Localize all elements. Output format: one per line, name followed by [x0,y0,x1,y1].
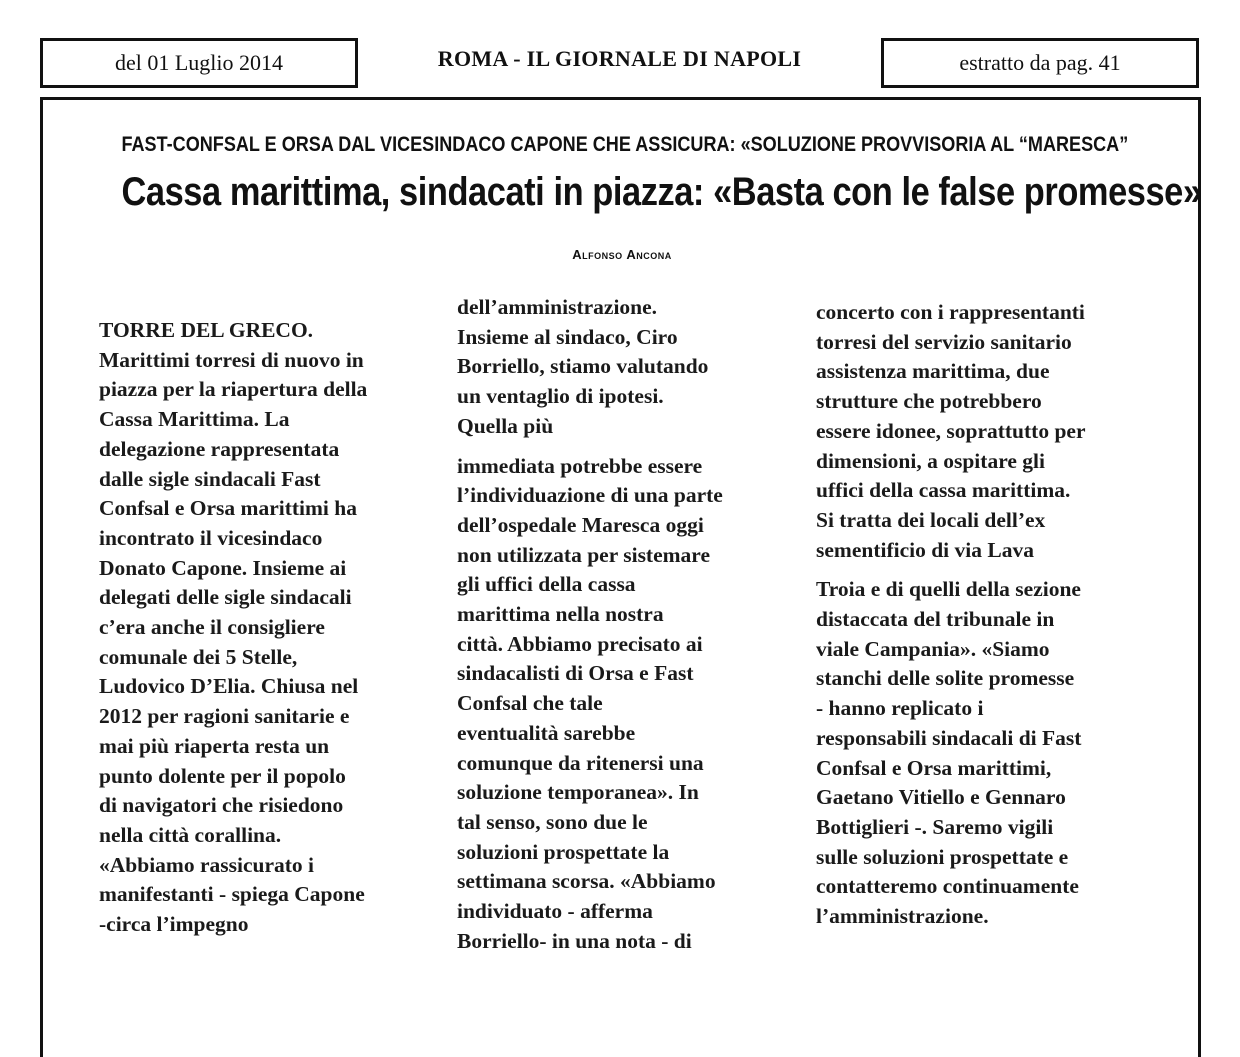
column-3-line: contatteremo continuamente [816,874,1079,899]
column-1-line: nella città corallina. [99,822,282,847]
column-3-line: l’amministrazione. [816,904,989,929]
column-2-line: città. Abbiamo precisato ai [457,631,703,656]
column-2-line: sindacalisti di Orsa e Fast [457,661,694,686]
column-2-line: non utilizzata per sistemare [457,542,710,567]
column-gap [816,565,1086,575]
page-extract: estratto da pag. 41 [959,50,1121,75]
article-headline: Cassa marittima, sindacati in piazza: «Basta con le false promesse» [121,170,1202,214]
column-3-line: Si tratta dei locali dell’ex [816,507,1046,532]
column-2-line: soluzioni prospettate la [457,839,670,864]
column-2-line: Confsal che tale [457,691,603,716]
column-2-line: l’individuazione di una parte [457,483,723,508]
column-2-line: dell’amministrazione. [457,295,658,319]
column-1-line: Marittimi torresi di nuovo in [99,347,364,372]
issue-date: del 01 Luglio 2014 [114,50,284,75]
column-2-line: gli uffici della cassa [457,572,636,597]
column-1-line: Confsal e Orsa marittimi ha [99,496,357,521]
column-3-line: torresi del servizio sanitario [816,329,1072,354]
column-1-line: delegazione rappresentata [99,436,340,461]
column-1-line: TORRE DEL GRECO. [99,318,314,342]
column-2-line: soluzione temporanea». In [457,780,699,805]
column-3-line: concerto con i rappresentanti [816,300,1085,324]
column-3-line: - hanno replicato i [816,696,984,721]
column-3-line: assistenza marittima, due [816,359,1050,384]
column-2-line: Borriello, stiamo valutando [457,354,709,379]
column-3-line: responsabili sindacali di Fast [816,725,1082,750]
column-1-line: dalle sigle sindacali Fast [99,466,321,491]
column-1-line: mai più riaperta resta un [99,733,330,758]
column-1-line: -circa l’impegno [99,912,249,937]
column-1-line: Donato Capone. Insieme ai [99,555,347,580]
column-3-line: Troia e di quelli della sezione [816,577,1081,602]
article-byline: Alfonso Ancona [572,247,672,262]
column-1-line: Cassa Marittima. La [99,407,290,432]
column-3-line: Bottiglieri -. Saremo vigili [816,814,1054,839]
column-2-line: settimana scorsa. «Abbiamo [457,869,716,894]
column-2-line: un ventaglio di ipotesi. [457,384,664,409]
column-3-line: sementificio di via Lava [816,537,1034,562]
publication-name: ROMA - IL GIORNALE DI NAPOLI [437,46,802,71]
column-1-line: Ludovico D’Elia. Chiusa nel [99,674,359,699]
column-3-line: distaccata del tribunale in [816,607,1055,632]
column-1-line: c’era anche il consigliere [99,615,325,640]
column-1-line: punto dolente per il popolo [99,763,346,788]
column-2-line: marittima nella nostra [457,602,664,627]
page-extract-box [881,38,1199,88]
column-3-line: stanchi delle solite promesse [816,666,1075,691]
column-2-line: dell’ospedale Maresca oggi [457,512,704,537]
column-2-line: tal senso, sono due le [457,809,648,834]
column-1-line: di navigatori che risiedono [99,793,344,818]
column-2-line: eventualità sarebbe [457,720,636,745]
column-3-line: Confsal e Orsa marittimi, [816,755,1052,780]
column-2-line: Quella più [457,413,554,438]
column-2-line: immediata potrebbe essere [457,453,703,478]
column-3-line: viale Campania». «Siamo [816,636,1050,661]
column-3-line: essere idonee, soprattutto per [816,418,1086,443]
column-1-line: delegati delle sigle sindacali [99,585,352,610]
column-3-line: strutture che potrebbero [816,389,1042,414]
column-1-line: piazza per la riapertura della [99,377,368,402]
column-1-line: incontrato il vicesindaco [99,525,323,550]
article-column-3 [816,298,1086,932]
column-2-line: individuato - afferma [457,899,653,924]
article-kicker: FAST-CONFSAL E ORSA DAL VICESINDACO CAPONE CHE ASSICURA: «SOLUZIONE PROVVISORIA AL “MARESCA” [121,133,1129,156]
column-3-line: Gaetano Vitiello e Gennaro [816,785,1066,810]
article-column-2 [457,293,723,956]
column-2-line: Insieme al sindaco, Ciro [457,324,678,349]
column-gap [457,442,723,452]
column-2-line: Borriello- in una nota - di [457,928,692,953]
column-3-line: sulle soluzioni prospettate e [816,844,1069,869]
column-1-line: manifestanti - spiega Capone [99,882,365,907]
column-1-line: 2012 per ragioni sanitarie e [99,704,350,729]
issue-date-box [40,38,358,88]
column-1-line: «Abbiamo rassicurato i [99,852,314,877]
article-column-1 [99,316,367,940]
column-3-line: uffici della cassa marittima. [816,478,1071,503]
column-1-line: comunale dei 5 Stelle, [99,644,298,669]
column-3-line: dimensioni, a ospitare gli [816,448,1045,473]
column-2-line: comunque da ritenersi una [457,750,704,775]
